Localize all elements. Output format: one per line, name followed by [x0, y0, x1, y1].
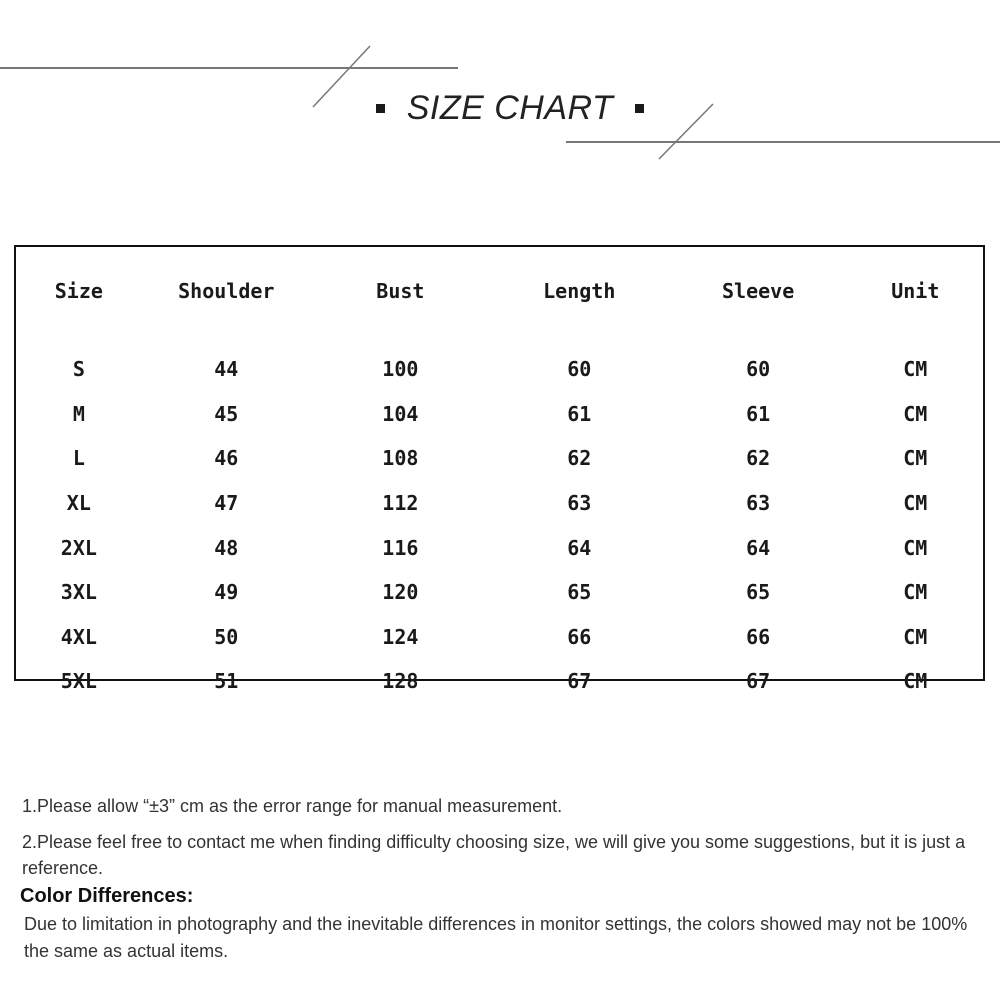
table-row [16, 392, 983, 437]
cell-length: 64 [567, 535, 592, 560]
cell-bust: 124 [382, 624, 419, 649]
cell-bust: 104 [382, 401, 419, 426]
cell-unit: CM [903, 580, 928, 605]
cell-shoulder: 49 [214, 580, 239, 605]
table-row [16, 570, 983, 615]
cell-bust: 100 [382, 357, 419, 382]
cell-unit: CM [903, 446, 928, 471]
cell-bust: 128 [382, 669, 419, 694]
column-header-size: Size [54, 279, 103, 303]
table-row [16, 525, 983, 570]
cell-size: 3XL [60, 580, 97, 605]
table-row [16, 481, 983, 526]
cell-shoulder: 44 [214, 357, 239, 382]
cell-sleeve: 64 [746, 535, 771, 560]
cell-size: 2XL [60, 535, 97, 560]
cell-shoulder: 51 [214, 669, 239, 694]
cell-unit: CM [903, 669, 928, 694]
cell-sleeve: 65 [746, 580, 771, 605]
cell-sleeve: 66 [746, 624, 771, 649]
deco-slash-right [659, 104, 713, 159]
cell-unit: CM [903, 401, 928, 426]
page-title: SIZE CHART [406, 88, 614, 127]
notes-section [22, 793, 987, 965]
color-differences-heading: Color Differences: [20, 885, 194, 907]
cell-length: 63 [567, 491, 592, 516]
note-contact: 2.Please feel free to contact me when finding difficulty choosing size, we will give you some suggestions, but it is just a reference. [22, 832, 966, 878]
column-header-bust: Bust [376, 279, 425, 303]
cell-size: S [72, 357, 85, 382]
cell-unit: CM [903, 357, 928, 382]
cell-bust: 108 [382, 446, 419, 471]
square-bullet-icon [635, 104, 644, 113]
cell-size: 4XL [60, 624, 97, 649]
color-differences-text: Due to limitation in photography and the inevitable differences in monitor settings, the colors showed may not be 100% the same as actual items. [24, 914, 968, 961]
cell-unit: CM [903, 491, 928, 516]
cell-size: M [72, 401, 85, 426]
table-header-row [16, 247, 983, 339]
cell-unit: CM [903, 624, 928, 649]
size-table-box [14, 245, 985, 694]
note-error-range: 1.Please allow “±3” cm as the error range for manual measurement. [22, 796, 563, 816]
table-row [16, 615, 983, 660]
cell-length: 66 [567, 624, 592, 649]
column-header-length: Length [543, 279, 616, 303]
cell-shoulder: 46 [214, 446, 239, 471]
size-table [16, 247, 983, 704]
cell-shoulder: 50 [214, 624, 239, 649]
cell-size: 5XL [60, 669, 97, 694]
cell-size: L [72, 446, 85, 471]
cell-shoulder: 48 [214, 535, 239, 560]
cell-sleeve: 63 [746, 491, 771, 516]
cell-bust: 120 [382, 580, 419, 605]
cell-sleeve: 67 [746, 669, 771, 694]
cell-unit: CM [903, 535, 928, 560]
cell-length: 61 [567, 401, 592, 426]
cell-shoulder: 47 [214, 491, 239, 516]
column-header-sleeve: Sleeve [722, 279, 795, 303]
cell-size: XL [66, 491, 91, 516]
column-header-shoulder: Shoulder [178, 279, 275, 303]
cell-sleeve: 62 [746, 446, 771, 471]
cell-length: 62 [567, 446, 592, 471]
cell-length: 67 [567, 669, 592, 694]
cell-sleeve: 60 [746, 357, 771, 382]
table-row [16, 659, 983, 704]
title-group [360, 86, 660, 130]
cell-shoulder: 45 [214, 401, 239, 426]
cell-bust: 112 [382, 491, 419, 516]
cell-bust: 116 [382, 535, 419, 560]
table-row [16, 436, 983, 481]
cell-sleeve: 61 [746, 401, 771, 426]
table-row [16, 339, 983, 392]
cell-length: 60 [567, 357, 592, 382]
square-bullet-icon [376, 104, 385, 113]
column-header-unit: Unit [891, 279, 940, 303]
cell-length: 65 [567, 580, 592, 605]
